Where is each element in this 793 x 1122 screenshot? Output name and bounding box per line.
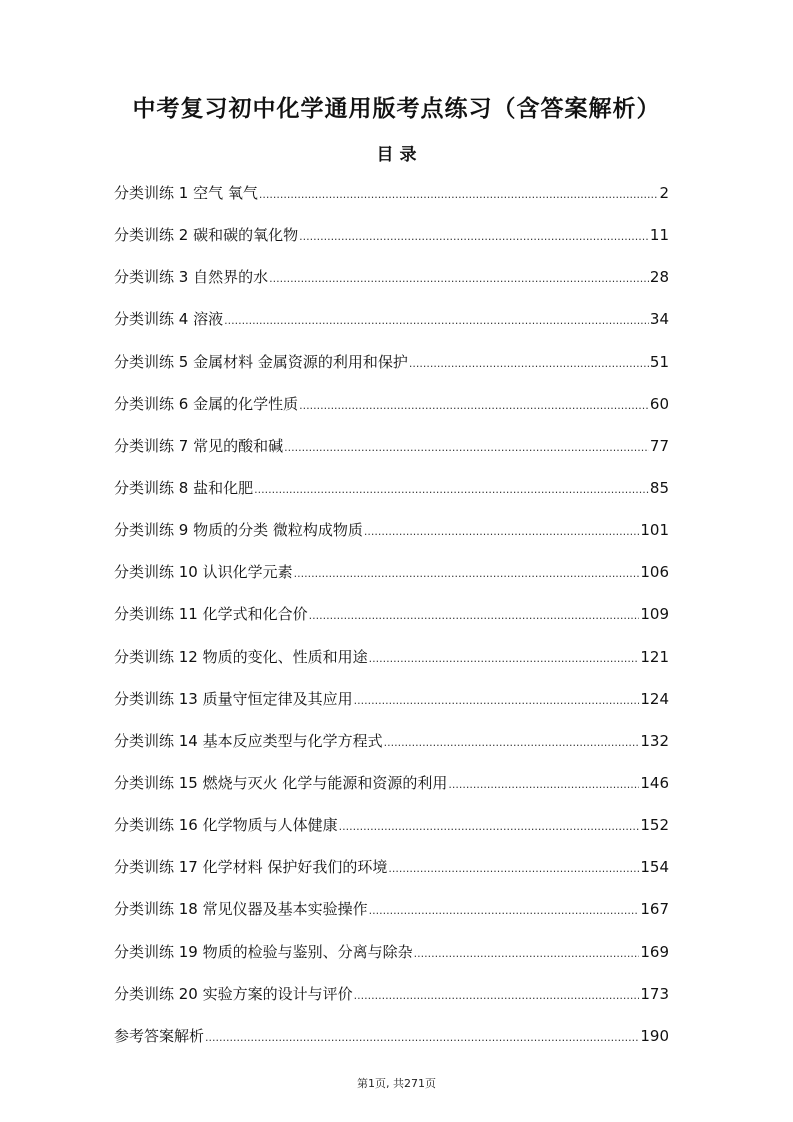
toc-dot-leader: [299, 224, 649, 250]
toc-entry[interactable]: [114, 306, 669, 348]
toc-dot-leader: [384, 730, 640, 756]
toc-entry-page-number: 34: [649, 310, 669, 329]
toc-entry[interactable]: [114, 854, 669, 896]
page-title: 中考复习初中化学通用版考点练习（含答案解析）: [132, 96, 661, 122]
toc-entry-page-number: 28: [649, 268, 669, 287]
toc-dot-leader: [409, 351, 649, 377]
toc-entry-label: 参考答案解析: [114, 1026, 205, 1045]
page-footer: 第1页, 共271页: [357, 1077, 436, 1090]
toc-entry-label: 分类训练 9 物质的分类 微粒构成物质: [114, 521, 363, 540]
toc-entry-label: 分类训练 17 化学材料 保护好我们的环境: [114, 858, 388, 877]
toc-dot-leader: [388, 856, 639, 882]
toc-entry-page-number: 190: [640, 1026, 669, 1045]
toc-entry-page-number: 121: [640, 647, 669, 666]
toc-entry-label: 分类训练 4 溶液: [114, 310, 224, 329]
toc-entry[interactable]: [114, 264, 669, 306]
toc-dot-leader: [205, 1025, 639, 1051]
toc-entry-page-number: 152: [640, 816, 669, 835]
toc-entry[interactable]: [114, 939, 669, 981]
toc-entry[interactable]: [114, 686, 669, 728]
toc-entry-page-number: 11: [649, 226, 669, 245]
toc-entry-page-number: 146: [640, 773, 669, 792]
toc-entry[interactable]: [114, 1023, 669, 1065]
toc-dot-leader: [284, 435, 649, 461]
toc-dot-leader: [224, 308, 649, 334]
table-of-contents: [114, 180, 669, 1065]
toc-dot-leader: [299, 393, 649, 419]
toc-heading: 目 录: [376, 145, 417, 165]
toc-entry-page-number: 169: [640, 942, 669, 961]
toc-entry-page-number: 173: [640, 984, 669, 1003]
toc-entry-label: 分类训练 8 盐和化肥: [114, 478, 254, 497]
toc-entry-page-number: 101: [640, 521, 669, 540]
toc-entry-page-number: 60: [649, 394, 669, 413]
toc-entry-label: 分类训练 12 物质的变化、性质和用途: [114, 647, 368, 666]
toc-entry[interactable]: [114, 812, 669, 854]
toc-entry-label: 分类训练 5 金属材料 金属资源的利用和保护: [114, 352, 408, 371]
toc-entry-label: 分类训练 20 实验方案的设计与评价: [114, 984, 353, 1003]
toc-entry[interactable]: [114, 770, 669, 812]
toc-dot-leader: [364, 519, 640, 545]
toc-dot-leader: [369, 898, 640, 924]
toc-entry-label: 分类训练 18 常见仪器及基本实验操作: [114, 900, 368, 919]
toc-entry-page-number: 167: [640, 900, 669, 919]
toc-entry[interactable]: [114, 644, 669, 686]
toc-entry[interactable]: [114, 981, 669, 1023]
toc-dot-leader: [369, 646, 640, 672]
toc-entry[interactable]: [114, 180, 669, 222]
toc-entry-label: 分类训练 7 常见的酸和碱: [114, 436, 284, 455]
toc-entry[interactable]: [114, 475, 669, 517]
toc-entry-page-number: 154: [640, 858, 669, 877]
toc-entry-page-number: 106: [640, 563, 669, 582]
toc-entry[interactable]: [114, 349, 669, 391]
toc-entry-page-number: 2: [659, 184, 669, 202]
toc-entry-page-number: 109: [640, 605, 669, 624]
toc-entry-page-number: 51: [649, 352, 669, 371]
toc-entry-label: 分类训练 2 碳和碳的氧化物: [114, 226, 299, 245]
toc-dot-leader: [254, 477, 649, 503]
toc-dot-leader: [259, 182, 659, 208]
toc-entry[interactable]: [114, 728, 669, 770]
toc-dot-leader: [448, 772, 639, 798]
toc-dot-leader: [309, 603, 640, 629]
toc-entry[interactable]: [114, 559, 669, 601]
toc-entry-label: 分类训练 19 物质的检验与鉴别、分离与除杂: [114, 942, 413, 961]
toc-entry[interactable]: [114, 433, 669, 475]
toc-entry-label: 分类训练 13 质量守恒定律及其应用: [114, 689, 353, 708]
toc-dot-leader: [414, 941, 640, 967]
toc-dot-leader: [294, 561, 640, 587]
toc-dot-leader: [354, 983, 640, 1009]
toc-entry-label: 分类训练 1 空气 氧气: [114, 184, 258, 202]
toc-dot-leader: [269, 266, 649, 292]
toc-entry-page-number: 124: [640, 689, 669, 708]
toc-entry-label: 分类训练 16 化学物质与人体健康: [114, 816, 338, 835]
toc-entry[interactable]: [114, 601, 669, 643]
toc-entry-label: 分类训练 3 自然界的水: [114, 268, 269, 287]
toc-entry-label: 分类训练 11 化学式和化合价: [114, 605, 308, 624]
toc-dot-leader: [339, 814, 640, 840]
toc-entry-label: 分类训练 14 基本反应类型与化学方程式: [114, 731, 383, 750]
toc-entry-label: 分类训练 15 燃烧与灭火 化学与能源和资源的利用: [114, 773, 448, 792]
toc-entry-page-number: 132: [640, 731, 669, 750]
toc-entry[interactable]: [114, 896, 669, 938]
toc-entry-label: 分类训练 10 认识化学元素: [114, 563, 293, 582]
toc-entry[interactable]: [114, 517, 669, 559]
toc-entry[interactable]: [114, 222, 669, 264]
toc-entry-page-number: 77: [649, 436, 669, 455]
toc-entry-label: 分类训练 6 金属的化学性质: [114, 394, 299, 413]
toc-dot-leader: [354, 688, 640, 714]
toc-entry[interactable]: [114, 391, 669, 433]
toc-entry-page-number: 85: [649, 478, 669, 497]
